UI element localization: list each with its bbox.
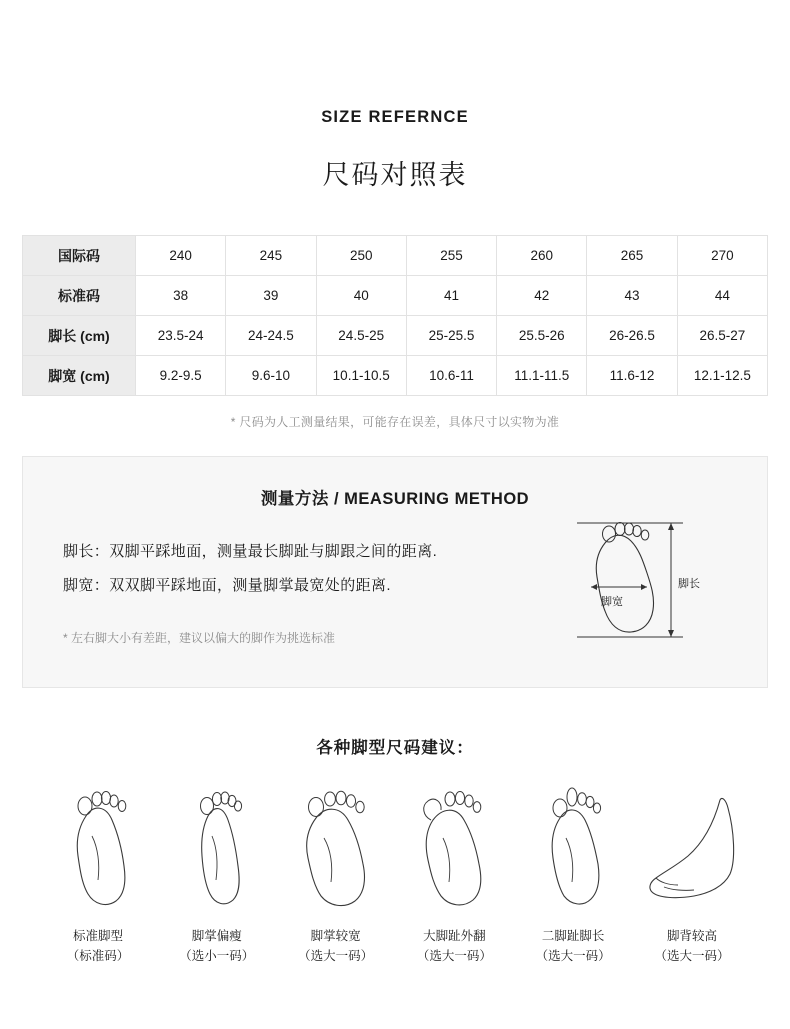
foot-types-title: 各种脚型尺码建议： bbox=[316, 739, 474, 757]
cell: 10.1-10.5 bbox=[316, 356, 406, 396]
cell: 11.1-11.5 bbox=[497, 356, 587, 396]
foot-type-item bbox=[159, 784, 275, 966]
foot-type-name: 大脚趾外翻 bbox=[423, 929, 486, 943]
foot-type-name: 脚背较高 bbox=[666, 929, 717, 943]
foot-type-advice: （选小一码） bbox=[179, 949, 255, 963]
foot-type-name: 脚掌偏瘦 bbox=[191, 929, 242, 943]
table-row bbox=[23, 276, 768, 316]
foot-type-name: 二脚趾脚长 bbox=[541, 929, 605, 943]
cell: 250 bbox=[316, 236, 406, 276]
cell: 38 bbox=[136, 276, 226, 316]
cell: 12.1-12.5 bbox=[677, 356, 767, 396]
foot-standard-icon bbox=[40, 784, 156, 912]
measuring-method-note: * 左右脚大小有差距，建议以偏大的脚作为挑选标准 bbox=[63, 631, 336, 645]
page-title-chinese: 尺码对照表 bbox=[322, 160, 468, 190]
foot-high-instep-icon bbox=[634, 784, 750, 912]
size-table bbox=[22, 235, 768, 396]
foot-type-name: 标准脚型 bbox=[72, 929, 123, 943]
cell: 245 bbox=[226, 236, 316, 276]
cell: 260 bbox=[497, 236, 587, 276]
foot-long-second-toe-icon bbox=[515, 784, 631, 912]
foot-type-advice: （选大一码） bbox=[298, 949, 374, 963]
cell: 24-24.5 bbox=[226, 316, 316, 356]
foot-type-advice: （选大一码） bbox=[535, 949, 611, 963]
foot-type-name: 脚掌较宽 bbox=[310, 929, 361, 943]
cell: 11.6-12 bbox=[587, 356, 677, 396]
size-table-note: * 尺码为人工测量结果，可能存在误差，具体尺寸以实物为准 bbox=[230, 415, 560, 429]
cell: 25-25.5 bbox=[406, 316, 496, 356]
row-header-international: 国际码 bbox=[23, 236, 136, 276]
foot-type-item bbox=[278, 784, 394, 966]
cell: 240 bbox=[136, 236, 226, 276]
cell: 40 bbox=[316, 276, 406, 316]
foot-type-advice: （选大一码） bbox=[654, 949, 730, 963]
cell: 24.5-25 bbox=[316, 316, 406, 356]
row-header-foot-width: 脚宽 (cm) bbox=[23, 356, 136, 396]
cell: 25.5-26 bbox=[497, 316, 587, 356]
table-row bbox=[23, 236, 768, 276]
page-header bbox=[0, 0, 790, 192]
foot-type-item bbox=[634, 784, 750, 966]
foot-type-item bbox=[396, 784, 512, 966]
foot-outline-diagram-icon bbox=[575, 515, 725, 645]
cell: 42 bbox=[497, 276, 587, 316]
cell: 270 bbox=[677, 236, 767, 276]
table-row bbox=[23, 316, 768, 356]
measuring-method-panel bbox=[22, 456, 768, 688]
size-table-section bbox=[22, 235, 768, 430]
diagram-width-label: 脚宽 bbox=[601, 596, 623, 608]
cell: 41 bbox=[406, 276, 496, 316]
cell: 26-26.5 bbox=[587, 316, 677, 356]
cell: 255 bbox=[406, 236, 496, 276]
cell: 39 bbox=[226, 276, 316, 316]
foot-type-advice: （选大一码） bbox=[416, 949, 492, 963]
foot-type-item bbox=[40, 784, 156, 966]
table-row bbox=[23, 356, 768, 396]
measuring-method-line-length: 脚长：双脚平踩地面，测量最长脚趾与脚跟之间的距离. bbox=[63, 543, 438, 560]
foot-narrow-icon bbox=[159, 784, 275, 912]
foot-measure-diagram bbox=[575, 515, 725, 645]
foot-type-item bbox=[515, 784, 631, 966]
cell: 43 bbox=[587, 276, 677, 316]
cell: 44 bbox=[677, 276, 767, 316]
cell: 9.2-9.5 bbox=[136, 356, 226, 396]
measuring-method-title: 测量方法 / MEASURING METHOD bbox=[260, 490, 530, 508]
foot-types-row bbox=[40, 784, 750, 966]
foot-bunion-icon bbox=[396, 784, 512, 912]
diagram-length-label: 脚长 bbox=[678, 578, 700, 590]
cell: 23.5-24 bbox=[136, 316, 226, 356]
page-title-english: SIZE REFERNCE bbox=[321, 108, 469, 126]
measuring-method-line-width: 脚宽：双双脚平踩地面，测量脚掌最宽处的距离. bbox=[63, 577, 391, 594]
cell: 10.6-11 bbox=[406, 356, 496, 396]
foot-wide-icon bbox=[278, 784, 394, 912]
cell: 265 bbox=[587, 236, 677, 276]
foot-type-advice: （标准码） bbox=[66, 949, 130, 963]
cell: 9.6-10 bbox=[226, 356, 316, 396]
row-header-foot-length: 脚长 (cm) bbox=[23, 316, 136, 356]
row-header-standard: 标准码 bbox=[23, 276, 136, 316]
cell: 26.5-27 bbox=[677, 316, 767, 356]
